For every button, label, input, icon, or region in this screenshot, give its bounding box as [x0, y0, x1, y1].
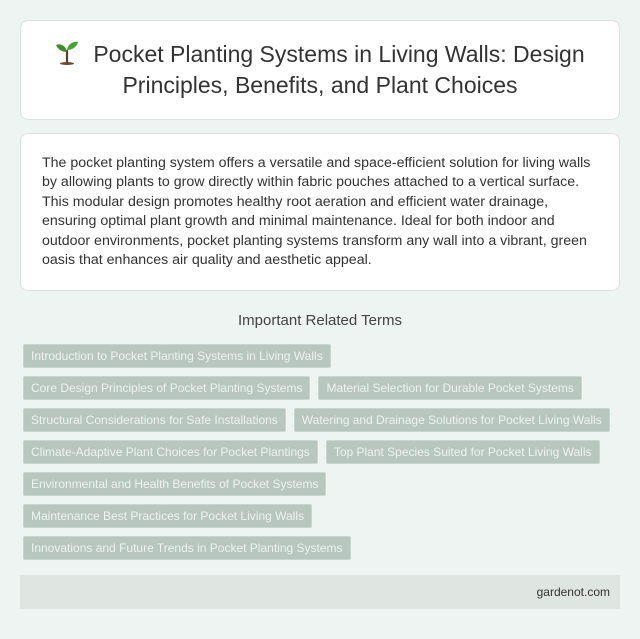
term-chip[interactable]: Environmental and Health Benefits of Pocket Systems: [23, 472, 326, 496]
term-chip[interactable]: Core Design Principles of Pocket Planting Systems: [23, 376, 310, 400]
term-chip[interactable]: Material Selection for Durable Pocket Systems: [318, 376, 581, 400]
footer-bar: [20, 575, 620, 609]
sprout-icon: [55, 39, 79, 65]
page-title-text: Pocket Planting Systems in Living Walls: Design Principles, Benefits, and Plant Choices: [93, 41, 585, 98]
description-text: The pocket planting system offers a versatile and space-efficient solution for living walls by allowing plants to grow directly within fabric pouches attached to a vertical surface. This modular design promotes healthy root aeration and efficient water drainage, ensuring optimal plant growth and minimal maintenance. Ideal for both indoor and outdoor environments, pocket planting systems transform any wall into a vibrant, green oasis that enhances air quality and aesthetic appeal.: [42, 155, 591, 269]
term-chip[interactable]: Structural Considerations for Safe Installations: [23, 408, 286, 432]
term-chip[interactable]: Watering and Drainage Solutions for Pocket Living Walls: [294, 408, 610, 432]
term-chip[interactable]: Climate-Adaptive Plant Choices for Pocket Plantings: [23, 440, 318, 464]
related-terms-heading: Important Related Terms: [238, 312, 402, 329]
title-card: [20, 20, 620, 120]
term-chip[interactable]: Innovations and Future Trends in Pocket Planting Systems: [23, 536, 351, 560]
term-chip[interactable]: Maintenance Best Practices for Pocket Living Walls: [23, 504, 312, 528]
description-card: [20, 133, 620, 291]
term-chip[interactable]: Introduction to Pocket Planting Systems in Living Walls: [23, 344, 331, 368]
footer-site-link[interactable]: gardenot.com: [536, 585, 610, 599]
related-terms-list: [23, 344, 623, 560]
page-title: [51, 39, 589, 101]
term-chip[interactable]: Top Plant Species Suited for Pocket Living Walls: [326, 440, 600, 464]
